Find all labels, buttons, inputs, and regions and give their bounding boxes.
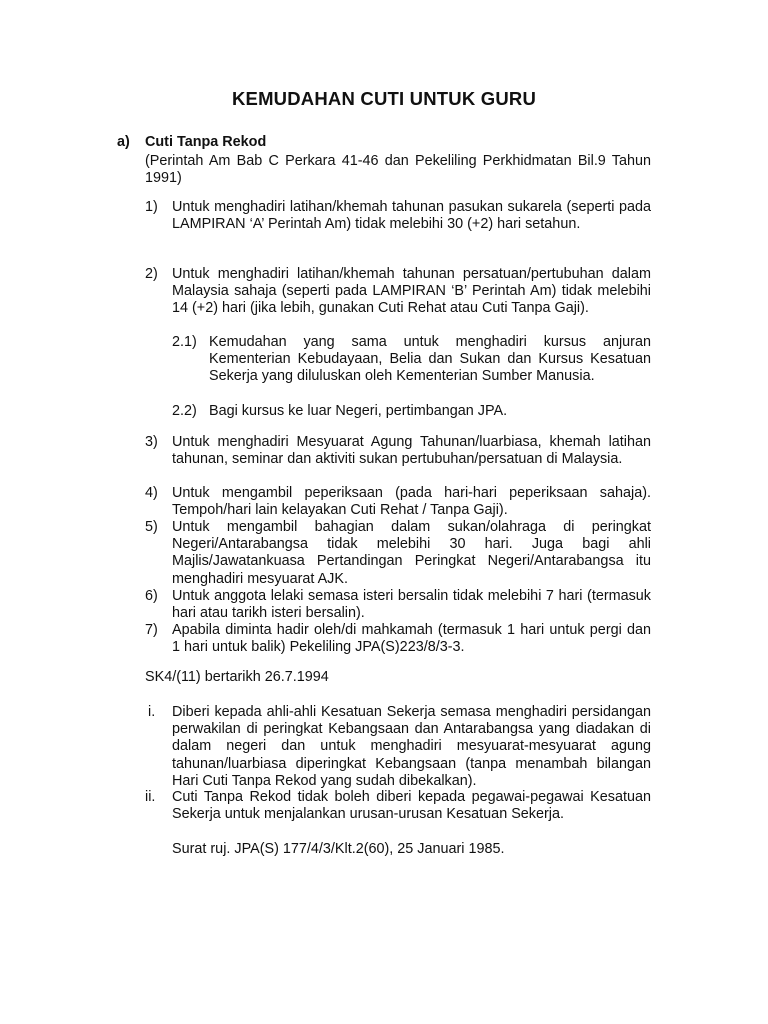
item-text: Untuk mengambil bahagian dalam sukan/olahraga di peringkat Negeri/Antarabangsa tidak melebihi 30 hari. Juga bagi ahli Majlis/Jawatankuasa Pertandingan Peringkat Negeri/Antarabangsa itu menghadiri mesyuarat AJK. xyxy=(172,519,651,587)
section-reference: (Perintah Am Bab C Perkara 41-46 dan Pekeliling Perkhidmatan Bil.9 Tahun 1991) xyxy=(145,153,651,187)
roman-item-text: Cuti Tanpa Rekod tidak boleh diberi kepada pegawai-pegawai Kesatuan Sekerja untuk menjalankan urusan-urusan Kesatuan Sekerja. xyxy=(172,789,651,823)
item-number: 7) xyxy=(145,622,158,638)
item-number: 1) xyxy=(145,199,158,215)
subitem-text: Bagi kursus ke luar Negeri, pertimbangan JPA. xyxy=(209,403,508,419)
roman-number: ii. xyxy=(145,789,156,805)
item-number: 4) xyxy=(145,485,158,501)
roman-number: i. xyxy=(148,704,156,720)
item-text: Untuk menghadiri Mesyuarat Agung Tahunan/luarbiasa, khemah latihan tahunan, seminar dan aktiviti sukan pertubuhan/persatuan di Malaysia. xyxy=(172,434,651,468)
subitem-number: 2.2) xyxy=(172,403,197,419)
roman-item-text: Diberi kepada ahli-ahli Kesatuan Sekerja semasa menghadiri persidangan perwakilan di peringkat Kebangsaan dan Antarabangsa yang diadakan di dalam negeri dan untuk menghadiri mesyuarat-mesyuarat agung tahunan/luarbiasa diperingkat Kebangsaan (tanpa menambah bilangan Hari Cuti Tanpa Rekod yang sudah dibekalkan). xyxy=(172,704,651,789)
document-title: KEMUDAHAN CUTI UNTUK GURU xyxy=(231,88,537,109)
roman-item-note: Surat ruj. JPA(S) 177/4/3/Klt.2(60), 25 Januari 1985. xyxy=(172,841,505,857)
subitem-text: Kemudahan yang sama untuk menghadiri kursus anjuran Kementerian Kebudayaan, Belia dan Sukan dan Kursus Kesatuan Sekerja yang diluluskan oleh Kementerian Sumber Manusia. xyxy=(209,334,651,385)
section-heading: Cuti Tanpa Rekod xyxy=(145,134,267,150)
item-text: Untuk menghadiri latihan/khemah tahunan persatuan/pertubuhan dalam Malaysia sahaja (seperti pada LAMPIRAN ‘B’ Perintah Am) tidak melebihi 14 (+2) hari (jika lebih, gunakan Cuti Rehat atau Cuti Tanpa Gaji). xyxy=(172,266,651,317)
item-number: 3) xyxy=(145,434,158,450)
item-text: Untuk menghadiri latihan/khemah tahunan pasukan sukarela (seperti pada LAMPIRAN ‘A’ Perintah Am) tidak melebihi 30 (+2) hari setahun. xyxy=(172,199,651,233)
item-text: Apabila diminta hadir oleh/di mahkamah (termasuk 1 hari untuk pergi dan 1 hari untuk balik) Pekeliling JPA(S)223/8/3-3. xyxy=(172,622,651,656)
item-number: 6) xyxy=(145,588,158,604)
item-number: 5) xyxy=(145,519,158,535)
section-label: a) xyxy=(117,134,130,150)
item-text: Untuk mengambil peperiksaan (pada hari-hari peperiksaan sahaja). Tempoh/hari lain kelayakan Cuti Rehat / Tanpa Gaji). xyxy=(172,485,651,519)
item-text: Untuk anggota lelaki semasa isteri bersalin tidak melebihi 7 hari (termasuk hari atau tarikh isteri bersalin). xyxy=(172,588,651,622)
item-number: 2) xyxy=(145,266,158,282)
sk-reference: SK4/(11) bertarikh 26.7.1994 xyxy=(145,669,329,685)
subitem-number: 2.1) xyxy=(172,334,197,350)
